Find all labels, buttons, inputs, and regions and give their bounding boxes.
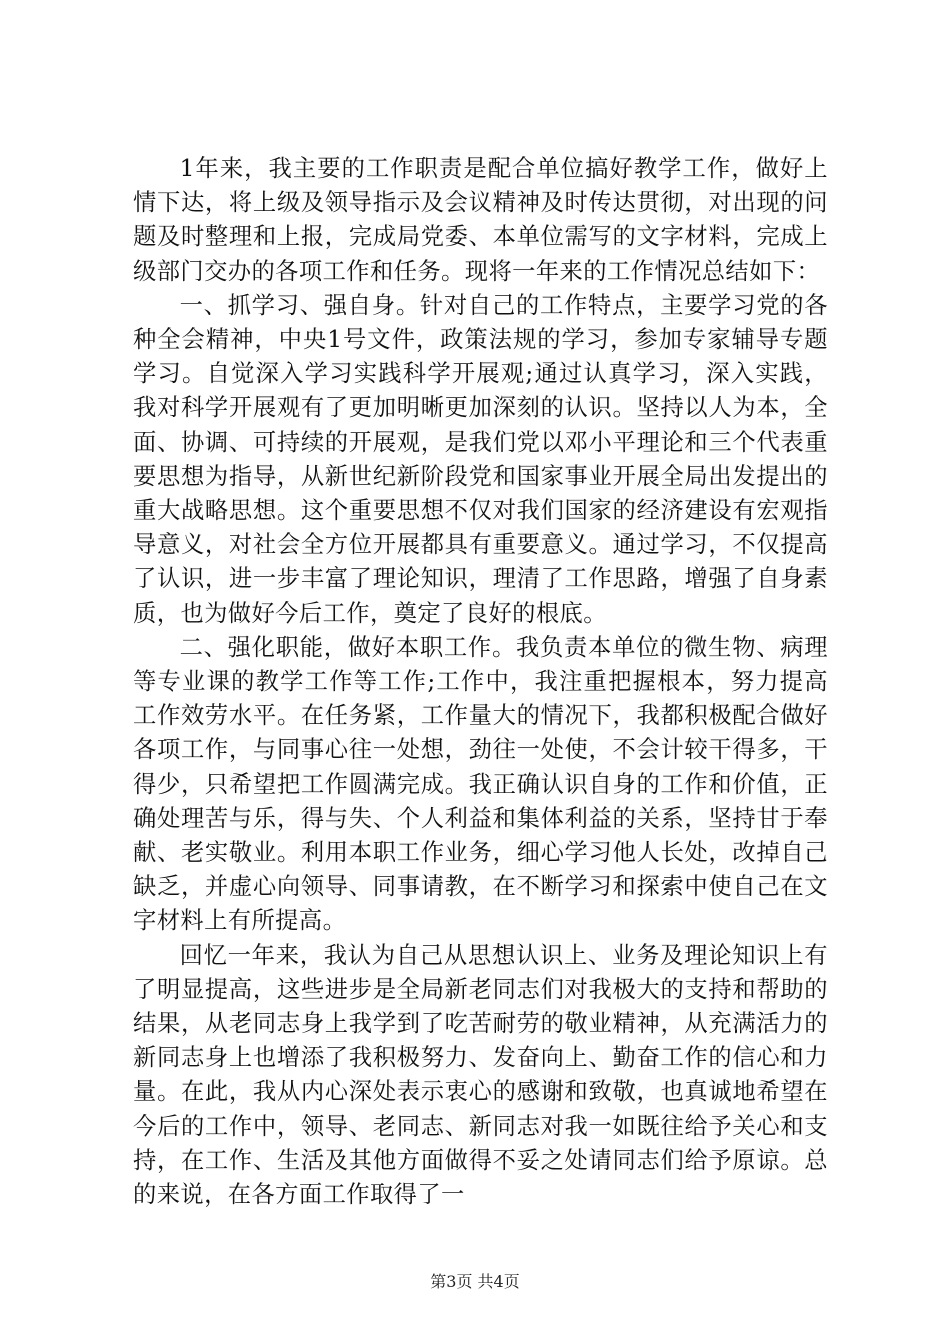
document-body <box>133 152 828 1212</box>
paragraph-job-function: 二、强化职能，做好本职工作。我负责本单位的微生物、病理等专业课的教学工作等工作;工作中，我注重把握根本，努力提高工作效劳水平。在任务紧，工作量大的情况下，我都积极配合做好各项工作，与同事心往一处想，劲往一处使，不会计较干得多，干得少，只希望把工作圆满完成。我正确认识自身的工作和价值，正确处理苦与乐，得与失、个人利益和集体利益的关系，坚持甘于奉献、老实敬业。利用本职工作业务，细心学习他人长处，改掉自己缺乏，并虚心向领导、同事请教，在不断学习和探索中使自己在文字材料上有所提高。 <box>133 633 828 935</box>
page-number-footer: 第3页 共4页 <box>430 1272 520 1291</box>
paragraph-review: 回忆一年来，我认为自己从思想认识上、业务及理论知识上有了明显提高，这些进步是全局新老同志们对我极大的支持和帮助的结果，从老同志身上我学到了吃苦耐劳的敬业精神，从充满活力的新同志身上也增添了我积极努力、发奋向上、勤奋工作的信心和力量。在此，我从内心深处表示衷心的感谢和致敬，也真诚地希望在今后的工作中，领导、老同志、新同志对我一如既往给予关心和支持，在工作、生活及其他方面做得不妥之处请同志们给予原谅。总的来说，在各方面工作取得了一 <box>133 941 828 1209</box>
paragraph-work-duties: 1年来，我主要的工作职责是配合单位搞好教学工作，做好上情下达，将上级及领导指示及会议精神及时传达贯彻，对出现的问题及时整理和上报，完成局党委、本单位需写的文字材料，完成上级部门交办的各项工作和任务。现将一年来的工作情况总结如下： <box>133 155 828 285</box>
paragraph-study: 一、抓学习、强自身。针对自己的工作特点，主要学习党的各种全会精神，中央1号文件，政策法规的学习，参加专家辅导专题学习。自觉深入学习实践科学开展观;通过认真学习，深入实践，我对科学开展观有了更加明晰更加深刻的认识。坚持以人为本，全面、协调、可持续的开展观，是我们党以邓小平理论和三个代表重要思想为指导，从新世纪新阶段党和国家事业开展全局出发提出的重大战略思想。这个重要思想不仅对我们国家的经济建设有宏观指导意义，对社会全方位开展都具有重要意义。通过学习，不仅提高了认识，进一步丰富了理论知识，理清了工作思路，增强了自身素质，也为做好今后工作，奠定了良好的根底。 <box>133 291 828 627</box>
